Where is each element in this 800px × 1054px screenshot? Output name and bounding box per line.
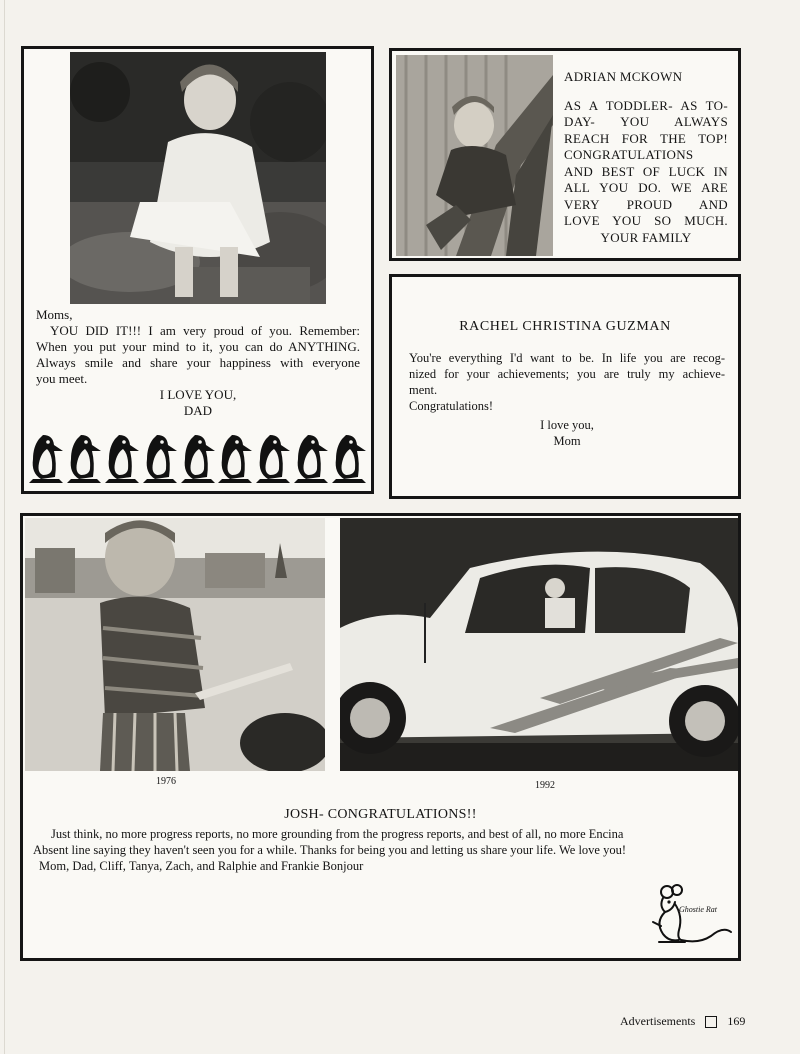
message-line: DAY- YOU ALWAYS	[564, 114, 728, 129]
message-line: Congratulations!	[409, 399, 494, 413]
ad-box-dad	[21, 46, 374, 494]
message-line: ment.	[409, 383, 438, 397]
page-edge-line	[4, 0, 5, 1054]
photo-caption-right: 1992	[535, 780, 555, 791]
message-line: CONGRATULATIONS	[564, 147, 694, 162]
message-line: LOVE YOU SO MUCH.	[564, 213, 728, 228]
ad-box-josh	[20, 513, 741, 961]
message-line: nized for your achievements; you are truly my achieve-	[409, 367, 725, 381]
message-line: Always smile and share your happiness with everyone	[36, 355, 360, 370]
penguin-icon	[330, 433, 367, 485]
message-line: When you put your mind to it, you can do ANYTHING.	[36, 339, 360, 354]
josh-message	[33, 826, 721, 874]
message-line: ALL YOU DO. WE ARE	[564, 180, 728, 195]
penguin-icon	[216, 433, 253, 485]
photo-girl-on-log	[70, 52, 326, 304]
message-line: VERY PROUD AND	[564, 196, 728, 212]
penguin-icon	[292, 433, 329, 485]
page-number: 169	[727, 1014, 746, 1028]
photo-toddler-on-beach	[25, 518, 325, 771]
penguin-icon	[254, 433, 291, 485]
signature: Mom, Dad, Cliff, Tanya, Zach, and Ralphie and Frankie Bonjour	[39, 859, 364, 873]
message-line: AND BEST OF LUCK IN	[564, 163, 728, 179]
adrian-message	[564, 69, 728, 246]
closing: I love you,	[540, 418, 594, 432]
closing: I LOVE YOU,	[159, 387, 237, 402]
message-line: AS A TODDLER- AS TO-	[564, 97, 728, 113]
name-heading: RACHEL CHRISTINA GUZMAN	[459, 319, 671, 334]
dad-message	[36, 307, 360, 419]
page-footer	[620, 1014, 745, 1029]
message-line: YOU DID IT!!! I am very proud of you. Remember:	[50, 323, 360, 338]
josh-heading: JOSH- CONGRATULATIONS!!	[284, 807, 477, 822]
message-line: REACH FOR THE TOP!	[564, 130, 728, 146]
rat-signature: Ghostie Rat	[679, 905, 717, 914]
penguin-icon	[27, 433, 64, 485]
rat-cartoon-icon	[649, 882, 735, 948]
ad-box-rachel	[389, 274, 741, 499]
signature: DAD	[183, 403, 213, 418]
message-line: You're everything I'd want to be. In life you are recog-	[409, 351, 725, 365]
penguin-icon	[65, 433, 102, 485]
signature: YOUR FAMILY	[600, 229, 692, 245]
ad-box-adrian	[389, 48, 741, 261]
message-line: Just think, no more progress reports, no more grounding from the progress reports, and best of all, no more Encina	[51, 827, 624, 841]
rachel-message	[409, 350, 725, 449]
name-heading: ADRIAN MCKOWN	[564, 69, 683, 84]
greeting: Moms,	[36, 307, 73, 322]
photo-toddler-in-tree	[396, 55, 553, 256]
penguin-icon	[179, 433, 216, 485]
penguin-icon	[141, 433, 178, 485]
photo-caption-left: 1976	[156, 776, 176, 787]
message-line: you meet.	[36, 371, 88, 386]
message-line: Absent line saying they haven't seen you for a while. Thanks for being you and letting us share your life. We love you!	[33, 843, 627, 857]
signature: Mom	[553, 434, 581, 448]
photo-vw-beetle	[340, 518, 738, 771]
penguin-icon	[103, 433, 140, 485]
square-icon	[705, 1016, 717, 1028]
footer-section-label: Advertisements	[620, 1014, 696, 1028]
penguin-border	[27, 433, 367, 485]
